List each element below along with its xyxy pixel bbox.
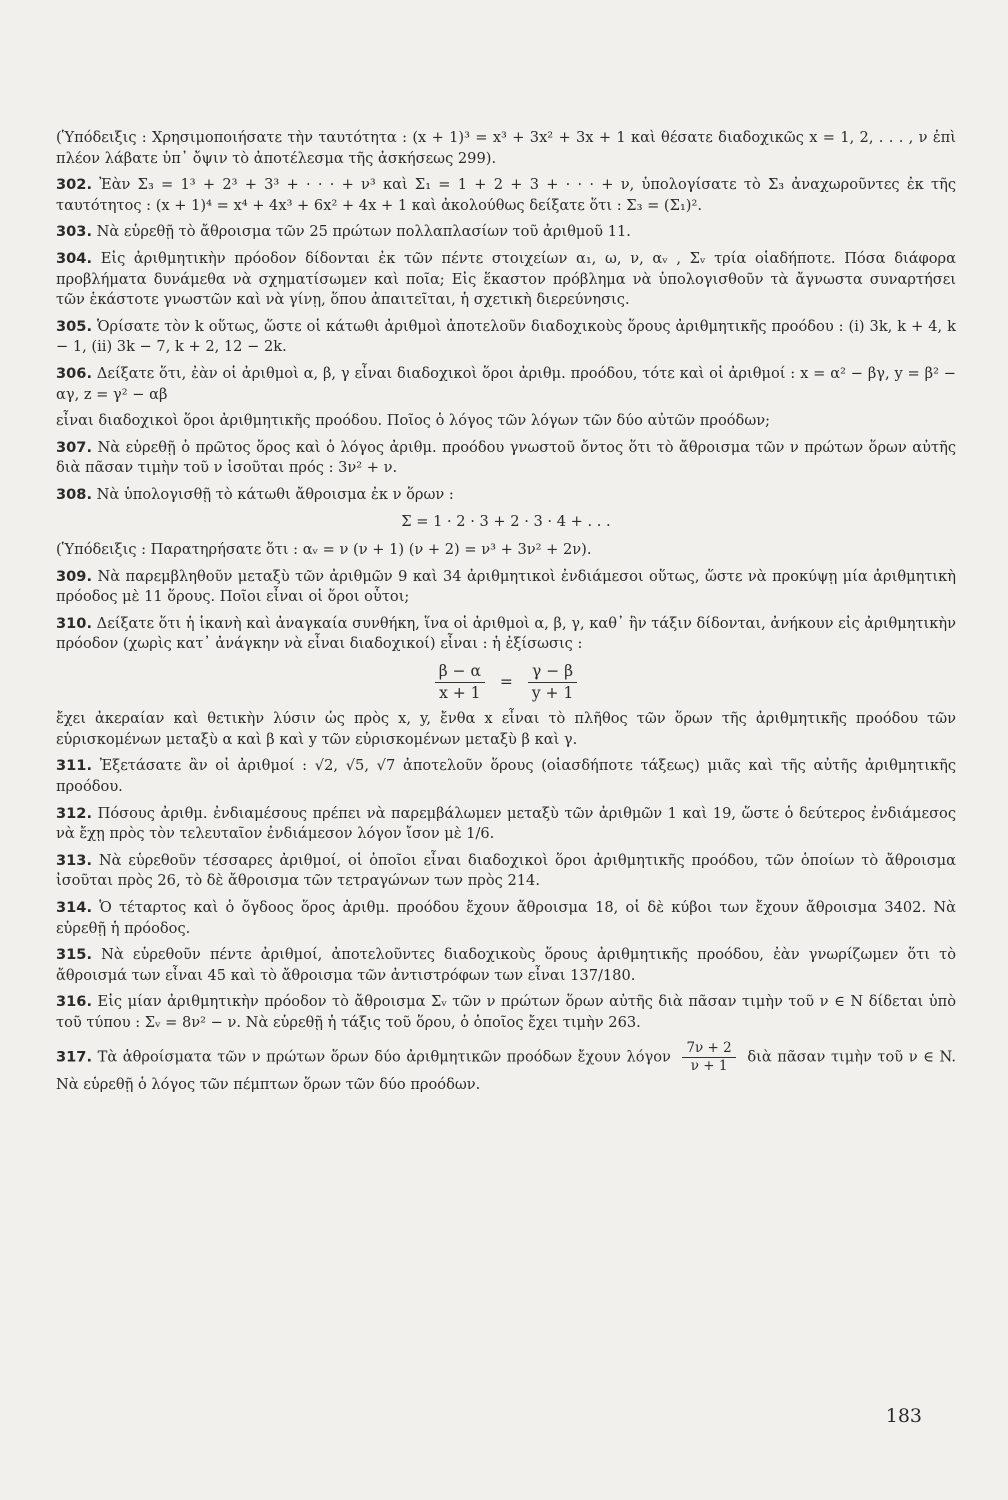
problem-text: Ἐὰν Σ₃ = 1³ + 2³ + 3³ + · · · + ν³ καὶ Σ₁ = 1 + 2 + 3 + · · · + ν, ὑπολογίσατε τὸ Σ₃ ἀναχωροῦντες ἐκ τῆς ταυτότητος : (x + 1)⁴ = x⁴ + 4x³ + 6x² + 4x + 1 καὶ ἀκολούθως δείξατε ὅτι : Σ₃ = (Σ₁)². bbox=[56, 176, 957, 214]
problem-text-continued: διὰ πᾶσαν τιμὴν τοῦ ν ∈ N. Νὰ εὑρεθῇ ὁ λόγος τῶν πέμπτων ὅρων τῶν δύο προόδων. bbox=[56, 1048, 957, 1093]
problem-text: Εἰς μίαν ἀριθμητικὴν πρόοδον τὸ ἄθροισμα Σᵥ τῶν ν πρώτων ὅρων αὐτῆς διὰ πᾶσαν τιμὴν τοῦ ν ∈ N δίδεται ὑπὸ τοῦ τύπου : Σᵥ = 8ν² − ν. Νὰ εὑρεθῇ ἡ τάξις τοῦ ὅρου, ὁ ὁποῖος ἔχει τιμὴν 263. bbox=[56, 993, 956, 1031]
problem-text: Εἰς ἀριθμητικὴν πρόοδον δίδονται ἐκ τῶν πέντε στοιχείων α₁, ω, ν, αᵥ , Σᵥ τρία οἱαδήποτε. Πόσα διάφορα προβλήματα δυνάμεθα νὰ σχηματίσωμεν καὶ ποῖα; Εἰς ἕκαστον πρόβλημα νὰ ὑπολογισθοῦν τὰ ἄγνωστα συναρτήσει τῶν ἑκάστοτε γνωστῶν καὶ νὰ γίνῃ, ὅπου ἀπαιτεῖται, ἡ σχετικὴ διερεύνησις. bbox=[56, 249, 956, 309]
problem-number: 316. bbox=[56, 993, 93, 1011]
problem-306 bbox=[56, 364, 956, 405]
problem-text: Δείξατε ὅτι, ἐὰν οἱ ἀριθμοὶ α, β, γ εἶναι διαδοχικοὶ ὅροι ἀριθμ. προόδου, τότε καὶ οἱ ἀριθμοί : x = α² − βγ, y = β² − αγ, z = γ² − αβ bbox=[56, 364, 956, 403]
ratio-fraction bbox=[682, 1040, 735, 1075]
problem-number: 315. bbox=[56, 946, 93, 964]
problem-number: 303. bbox=[56, 223, 93, 241]
problem-number: 309. bbox=[56, 567, 93, 585]
problem-number: 313. bbox=[56, 851, 93, 869]
problem-317 bbox=[56, 1040, 956, 1096]
page-body bbox=[56, 128, 956, 1101]
fraction-numerator: 7ν + 2 bbox=[682, 1040, 735, 1058]
problem-text: Τὰ ἀθροίσματα τῶν ν πρώτων ὅρων δύο ἀριθμητικῶν προόδων ἔχουν λόγον bbox=[97, 1048, 671, 1066]
problem-number: 311. bbox=[56, 757, 93, 775]
fraction-right bbox=[528, 661, 577, 703]
problem-312 bbox=[56, 804, 956, 845]
fraction-denominator: ν + 1 bbox=[690, 1057, 728, 1074]
problem-text: Νὰ εὑρεθοῦν πέντε ἀριθμοί, ἀποτελοῦντες διαδοχικοὺς ὅρους ἀριθμητικῆς προόδου, ἐὰν γνωρίζωμεν ὅτι τὸ ἄθροισμά των εἶναι 45 καὶ τὸ ἄθροισμα τῶν ἀντιστρόφων των εἶναι 137/180. bbox=[56, 946, 956, 984]
problem-text: Ὁ τέταρτος καὶ ὁ ὄγδοος ὅρος ἀριθμ. προόδου ἔχουν ἄθροισμα 18, οἱ δὲ κύβοι των ἔχουν ἄθροισμα 3402. Νὰ εὑρεθῇ ἡ πρόοδος. bbox=[56, 899, 957, 937]
problem-310-continued bbox=[56, 709, 956, 750]
problem-text: ἔχει ἀκεραίαν καὶ θετικὴν λύσιν ὡς πρὸς x, y, ἔνθα x εἶναι τὸ πλῆθος τῶν ὅρων τῆς ἀριθμητικῆς προόδου τῶν εὑρισκομένων μεταξὺ α καὶ β καὶ y τῶν εὑρισκομένων μεταξὺ β καὶ γ. bbox=[56, 710, 956, 748]
problems-group-a bbox=[56, 175, 956, 505]
hint-1: (Ὑπόδειξις : Χρησιμοποιήσατε τὴν ταυτότητα : (x + 1)³ = x³ + 3x² + 3x + 1 καὶ θέσατε διαδοχικῶς x = 1, 2, . . . , ν ἐπὶ πλέον λάβατε ὑπ᾽ ὄψιν τὸ ἀποτέλεσμα τῆς ἀσκήσεως 299). bbox=[56, 129, 956, 167]
hint-2: (Ὑπόδειξις : Παρατηρήσατε ὅτι : αᵥ = ν (ν + 1) (ν + 2) = ν³ + 3ν² + 2ν). bbox=[56, 541, 592, 559]
fraction-left bbox=[435, 661, 485, 703]
problem-number: 302. bbox=[56, 176, 93, 194]
problem-310 bbox=[56, 614, 956, 655]
problem-number: 317. bbox=[56, 1048, 93, 1066]
problem-314 bbox=[56, 898, 956, 939]
problem-text: Νὰ εὑρεθῇ τὸ ἄθροισμα τῶν 25 πρώτων πολλαπλασίων τοῦ ἀριθμοῦ 11. bbox=[96, 223, 631, 241]
fraction-numerator: γ − β bbox=[528, 661, 577, 683]
problem-text: Νὰ εὑρεθοῦν τέσσαρες ἀριθμοί, οἱ ὁποῖοι εἶναι διαδοχικοὶ ὅροι ἀριθμητικῆς προόδου, τῶν ὁποίων τὸ ἄθροισμα ἰσοῦται πρὸς 26, τὸ δὲ ἄθροισμα τῶν τετραγώνων των πρὸς 214. bbox=[56, 851, 957, 890]
problem-text: εἶναι διαδοχικοὶ ὅροι ἀριθμητικῆς προόδου. Ποῖος ὁ λόγος τῶν λόγων τῶν δύο αὐτῶν προόδων; bbox=[56, 412, 771, 430]
page-number: 183 bbox=[885, 1405, 922, 1427]
fraction-numerator: β − α bbox=[435, 661, 485, 683]
problem-303 bbox=[56, 222, 956, 243]
problem-306-continued bbox=[56, 411, 956, 432]
problem-number: 314. bbox=[56, 899, 93, 916]
equals-sign: = bbox=[499, 672, 513, 691]
problem-text: Νὰ εὑρεθῇ ὁ πρῶτος ὅρος καὶ ὁ λόγος ἀριθμ. προόδου γνωστοῦ ὄντος ὅτι τὸ ἄθροισμα τῶν ν πρώτων ὅρων αὐτῆς διὰ πᾶσαν τιμὴν τοῦ ν ἰσοῦται πρός : 3ν² + ν. bbox=[56, 438, 956, 477]
problem-315 bbox=[56, 945, 956, 986]
problem-text: Ὁρίσατε τὸν k οὕτως, ὥστε οἱ κάτωθι ἀριθμοὶ ἀποτελοῦν διαδοχικοὺς ὅρους ἀριθμητικῆς προόδου : (i) 3k, k + 4, k − 1, (ii) 3k − 7, k + 2, 12 − 2k. bbox=[56, 317, 956, 356]
problem-307 bbox=[56, 438, 956, 479]
fraction-equation bbox=[56, 661, 956, 703]
problem-302 bbox=[56, 175, 956, 216]
problem-text: Πόσους ἀριθμ. ἐνδιαμέσους πρέπει νὰ παρεμβάλωμεν μεταξὺ τῶν ἀριθμῶν 1 καὶ 19, ὥστε ὁ δεύτερος ἐνδιάμεσος νὰ ἔχῃ πρὸς τὸν τελευταῖον ἐνδιάμεσον λόγον ἴσον μὲ 1/6. bbox=[56, 804, 957, 843]
problem-number: 308. bbox=[56, 485, 93, 503]
problem-number: 305. bbox=[56, 317, 93, 335]
sum-formula: Σ = 1 · 2 · 3 + 2 · 3 · 4 + . . . bbox=[401, 512, 611, 530]
fraction-denominator: y + 1 bbox=[531, 683, 574, 702]
problem-308 bbox=[56, 485, 956, 506]
problem-304 bbox=[56, 249, 956, 311]
problem-text: Δείξατε ὅτι ἡ ἱκανὴ καὶ ἀναγκαία συνθήκη, ἵνα οἱ ἀριθμοὶ α, β, γ, καθ᾽ ἣν τάξιν δίδονται, ἀνήκουν εἰς ἀριθμητικὴν πρόοδον (χωρὶς κατ᾽ ἀνάγκην νὰ εἶναι διαδοχικοί) εἶναι : ἡ ἐξίσωσις : bbox=[56, 614, 956, 653]
problem-number: 312. bbox=[56, 804, 93, 822]
fraction-denominator: x + 1 bbox=[439, 683, 481, 702]
problem-number: 304. bbox=[56, 249, 93, 267]
problem-text: Νὰ παρεμβληθοῦν μεταξὺ τῶν ἀριθμῶν 9 καὶ 34 ἀριθμητικοὶ ἐνδιάμεσοι οὕτως, ὥστε νὰ προκύψῃ μία ἀριθμητικὴ πρόοδος μὲ 11 ὅρους. Ποῖοι εἶναι οἱ ὅροι οὗτοι; bbox=[56, 567, 956, 606]
problem-text: Ἐξετάσατε ἂν οἱ ἀριθμοί : √2, √5, √7 ἀποτελοῦν ὅρους (οἱασδήποτε τάξεως) μιᾶς καὶ τῆς αὐτῆς ἀριθμητικῆς προόδου. bbox=[56, 757, 956, 796]
problem-311 bbox=[56, 756, 956, 797]
problem-number: 306. bbox=[56, 364, 93, 382]
problem-text: Νὰ ὑπολογισθῇ τὸ κάτωθι ἄθροισμα ἐκ ν ὅρων : bbox=[96, 485, 454, 503]
problem-number: 307. bbox=[56, 438, 93, 456]
problem-316 bbox=[56, 992, 956, 1033]
problem-number: 310. bbox=[56, 614, 93, 632]
problem-313 bbox=[56, 851, 956, 892]
problem-309 bbox=[56, 567, 956, 608]
problem-305 bbox=[56, 317, 956, 358]
